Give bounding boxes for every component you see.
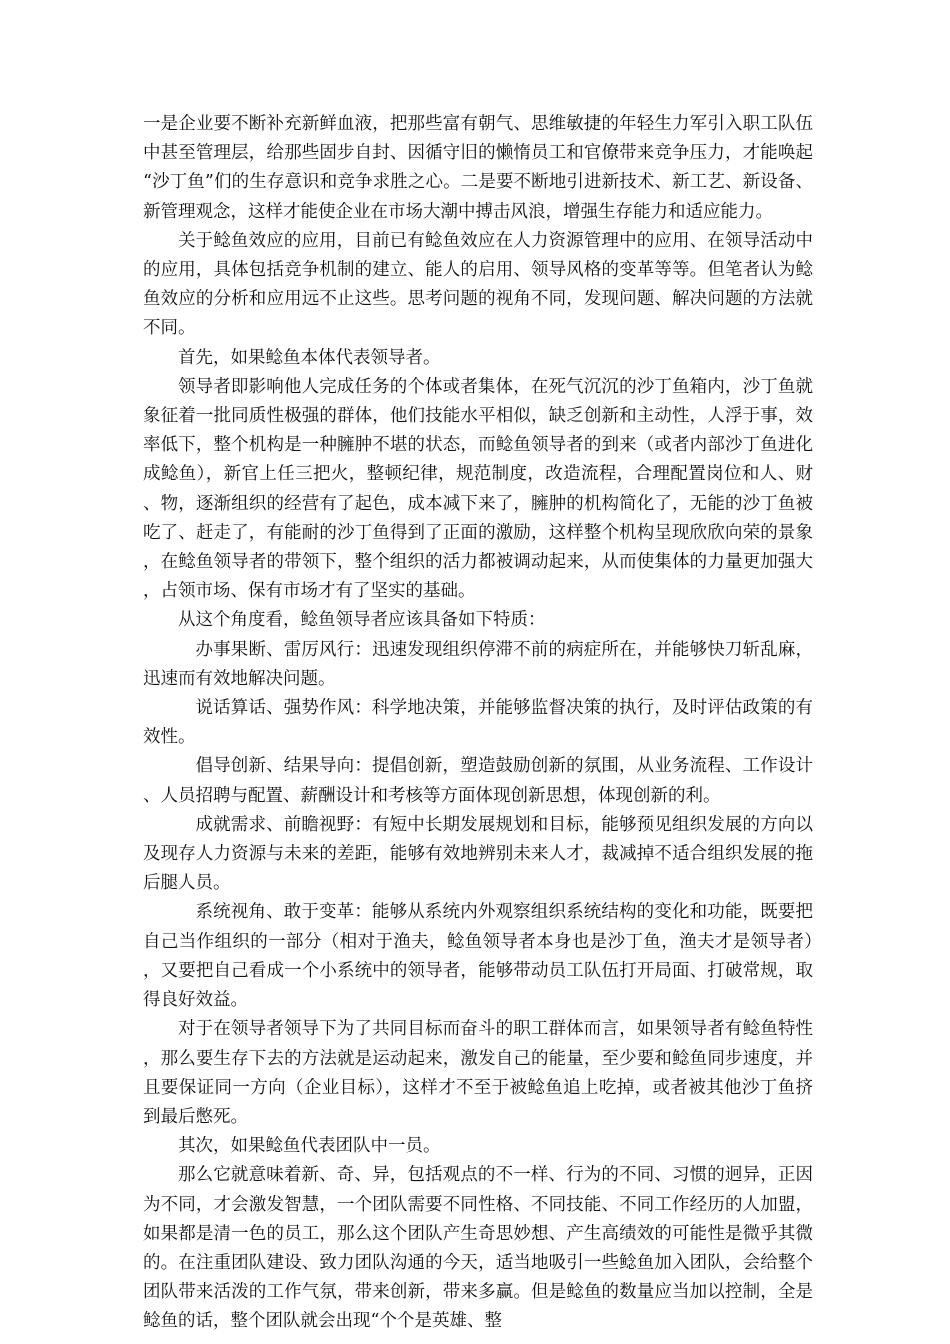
paragraph-1: 一是企业要不断补充新鲜血液，把那些富有朝气、思维敏捷的年轻生力军引入职工队伍中甚至管理层，给那些固步自封、因循守旧的懒惰员工和官僚带来竞争压力，才能唤起“沙丁鱼”们的生存意识和竞争求胜之心。二是要不断地引进新技术、新工艺、新设备、新管理观念，这样才能使企业在市场大潮中搏击风浪，增强生存能力和适应能力。 [143, 114, 813, 222]
paragraph-11: 对于在领导者领导下为了共同目标而奋斗的职工群体而言，如果领导者有鲶鱼特性，那么要生存下去的方法就是运动起来，激发自己的能量，至少要和鲶鱼同步速度，并且要保证同一方向（企业目标），这样才不至于被鲶鱼追上吃掉，或者被其他沙丁鱼挤到最后憋死。 [143, 1019, 813, 1127]
paragraph-10: 系统视角、敢于变革：能够从系统内外观察组织系统结构的变化和功能，既要把自己当作组织的一部分（相对于渔夫，鲶鱼领导者本身也是沙丁鱼，渔夫才是领导者），又要把自己看成一个小系统中的领导者，能够带动员工队伍打开局面、打破常规，取得良好效益。 [143, 902, 813, 1011]
paragraph-4: 领导者即影响他人完成任务的个体或者集体，在死气沉沉的沙丁鱼箱内，沙丁鱼就象征着一批同质性极强的群体，他们技能水平相似，缺乏创新和主动性，人浮于事，效率低下，整个机构是一种臃肿不堪的状态，而鲶鱼领导者的到来（或者内部沙丁鱼进化成鲶鱼），新官上任三把火，整顿纪律，规范制度，改造流程，合理配置岗位和人、财、物，逐渐组织的经营有了起色，成本减下来了，臃肿的机构简化了，无能的沙丁鱼被吃了、赶走了，有能耐的沙丁鱼得到了正面的激励，这样整个机构呈现欣欣向荣的景象，在鲶鱼领导者的带领下，整个组织的活力都被调动起来，从而使集体的力量更加强大，占领市场、保有市场才有了坚实的基础。 [143, 376, 813, 602]
paragraph-8: 倡导创新、结果导向：提倡创新，塑造鼓励创新的氛围，从业务流程、工作设计、人员招聘与配置、薪酬设计和考核等方面体现创新思想，体现创新的利。 [143, 756, 813, 806]
paragraph-12: 其次，如果鲶鱼代表团队中一员。 [178, 1136, 441, 1157]
paragraph-3: 首先，如果鲶鱼本体代表领导者。 [178, 347, 441, 368]
paragraph-5: 从这个角度看，鲶鱼领导者应该具备如下特质： [178, 610, 546, 631]
paragraph-2: 关于鲶鱼效应的应用，目前已有鲶鱼效应在人力资源管理中的应用、在领导活动中的应用，具体包括竞争机制的建立、能人的启用、领导风格的变革等等。但笔者认为鲶鱼效应的分析和应用远不止这些。思考问题的视角不同，发现问题、解决问题的方法就不同。 [143, 230, 813, 339]
paragraph-6: 办事果断、雷厉风行：迅速发现组织停滞不前的病症所在，并能够快刀斩乱麻，迅速而有效地解决问题。 [143, 639, 813, 689]
document-body [143, 110, 813, 1337]
paragraph-7: 说话算话、强势作风：科学地决策，并能够监督决策的执行，及时评估政策的有效性。 [143, 698, 813, 748]
paragraph-13: 那么它就意味着新、奇、异，包括观点的不一样、行为的不同、习惯的迥异，正因为不同，才会激发智慧，一个团队需要不同性格、不同技能、不同工作经历的人加盟，如果都是清一色的员工，那么这个团队产生奇思妙想、产生高绩效的可能性是微乎其微的。在注重团队建设、致力团队沟通的今天，适当地吸引一些鲶鱼加入团队，会给整个团队带来活泼的工作气氛，带来创新，带来多赢。但是鲶鱼的数量应当加以控制，全是鲶鱼的话，整个团队就会出现“个个是英雄、整 [143, 1165, 813, 1332]
paragraph-9: 成就需求、前瞻视野：有短中长期发展规划和目标，能够预见组织发展的方向以及现存人力资源与未来的差距，能够有效地辨别未来人才，裁减掉不适合组织发展的拖后腿人员。 [143, 814, 813, 894]
